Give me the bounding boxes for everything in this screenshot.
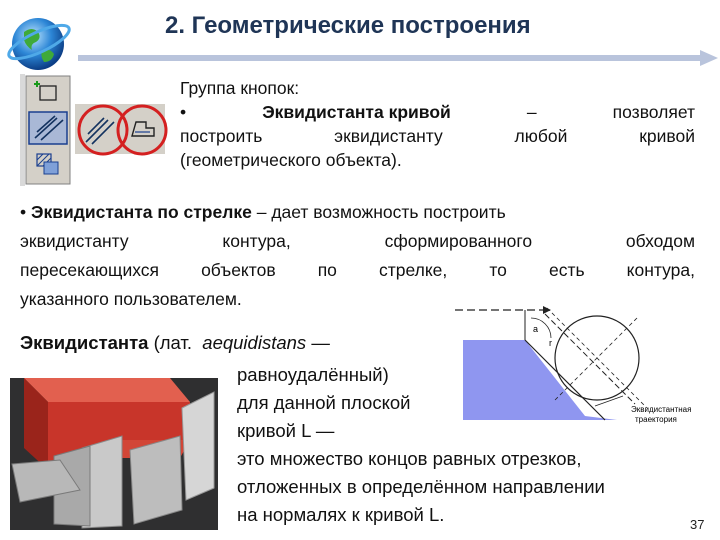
button-group-text (180, 76, 695, 172)
bullet: • (20, 202, 27, 222)
button-group-line1 (180, 100, 695, 124)
latin-word: aequidistans (202, 332, 307, 353)
para-text: – дает возможность построить (256, 202, 506, 222)
word: пересекающихся (20, 260, 160, 280)
equidistant-arrow-icon[interactable] (128, 118, 156, 142)
button-group-heading: Группа кнопок: (180, 78, 300, 98)
bullet: • (180, 102, 187, 122)
word: контура, (626, 260, 695, 280)
definition-line: это множество концов равных отрезков, (237, 448, 582, 469)
definition-line: отложенных в определённом направлении (237, 476, 605, 497)
page-number: 37 (690, 517, 705, 532)
definition-line: кривой L — (237, 420, 335, 441)
header-arrow (78, 50, 718, 66)
equidistant-curve-icon[interactable] (29, 112, 67, 144)
definition-line: равноудалённый) (237, 364, 389, 385)
hatch-icon[interactable] (29, 148, 67, 180)
angle-a-label: a (533, 324, 539, 334)
angle-r-label: r (549, 338, 552, 348)
para-line1 (20, 198, 695, 227)
page-title: 2. Геометрические построения (165, 12, 531, 39)
word: любой (514, 126, 568, 146)
definition-line: на нормалях к кривой L. (237, 504, 445, 525)
term-equidistant-arrow: Эквидистанта по стрелке (31, 202, 252, 222)
toolbar-buttons (20, 74, 170, 186)
word: есть (548, 260, 585, 280)
word: то (489, 260, 507, 280)
button-group-line3: (геометрического объекта). (180, 150, 402, 170)
button-group-line2 (180, 124, 695, 148)
term-equidistant-curve: Эквидистанта кривой (262, 102, 451, 122)
word: стрелке, (378, 260, 448, 280)
latin-dash: — (311, 332, 330, 353)
equidistant-3d-model (10, 378, 218, 530)
add-point-icon[interactable] (29, 79, 67, 109)
latin-prefix: (лат. (153, 332, 192, 353)
para-line4: указанного пользователем. (20, 289, 242, 309)
word: построить (180, 126, 263, 146)
globe-icon (4, 6, 74, 76)
word: объектов (201, 260, 276, 280)
definition-heading (20, 332, 330, 354)
trajectory-label-1: Эквидистантная (631, 405, 692, 414)
para-line3 (20, 256, 695, 285)
word: эквидистанту (20, 231, 129, 251)
word: контура, (222, 231, 291, 251)
dash: – (526, 102, 537, 122)
word: кривой (639, 126, 695, 146)
para-line2 (20, 227, 695, 256)
trajectory-label-2: траектория (635, 415, 677, 424)
verb: позволяет (612, 102, 695, 122)
word: сформированного (384, 231, 533, 251)
word: обходом (625, 231, 695, 251)
arrow-equidistant-paragraph (20, 198, 695, 314)
word: по (317, 260, 337, 280)
equidistant-trajectory-diagram (455, 300, 717, 440)
definition-term: Эквидистанта (20, 332, 149, 353)
definition-line: для данной плоской (237, 392, 411, 413)
word: эквидистанту (334, 126, 443, 146)
